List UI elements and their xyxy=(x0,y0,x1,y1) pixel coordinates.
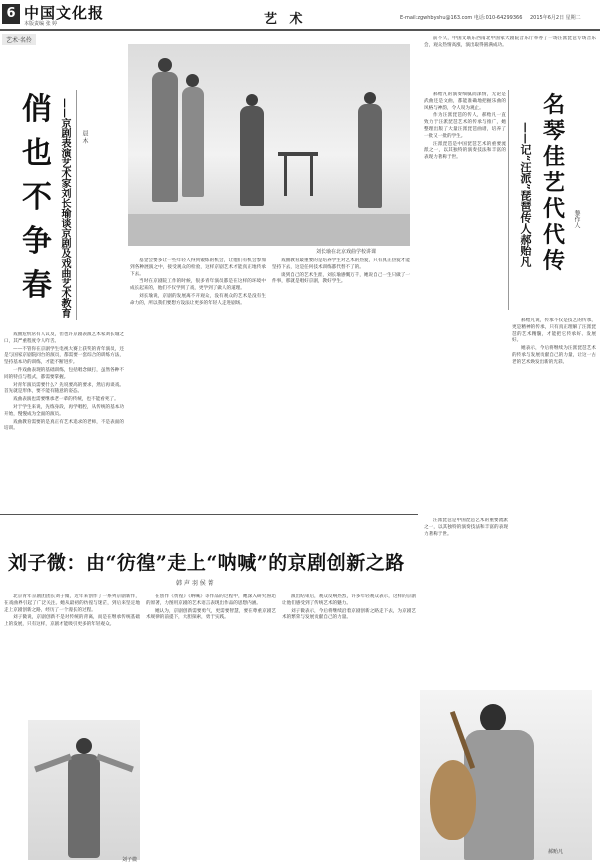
paragraph: 她表示，今后将继续为汪派琵琶艺术的传承与发展贡献自己的力量，让这一古老的艺术焕发出新的光彩。 xyxy=(512,346,596,365)
page-number: 6 xyxy=(2,4,20,24)
article-bottom-title: 刘子微：由“彷徨”走上“呐喊”的京剧创新之路 xyxy=(8,552,405,574)
column-tag: 艺术·名伶 xyxy=(2,34,36,45)
article-right-body-3 xyxy=(424,518,508,686)
paragraph: ——不管你在京剧学生电视大赛上获奖的青年演员，还是与国家京剧院同台的演员，都需要一套综合的训练方法，坚持基本功的训练，才能不断进步。 xyxy=(4,346,124,366)
article-left-byline: 晨 木 xyxy=(81,130,88,144)
article-bottom-photo xyxy=(28,720,140,860)
contact-info: E-mail:zgwhbyshu@163.com 电话:010-64299366 xyxy=(400,15,523,21)
paragraph: 当时在京剧院工作的时候，很多青年演员都是在这样的环境中成长起来的，他们不仅学到了戏，更学到了做人的道理。 xyxy=(130,279,266,292)
article-right-body-1 xyxy=(424,92,506,512)
paragraph: 刘子微说，京剧创新不是对传统的背离，而是在继承传统基础上的发展，只有这样，京剧才能吸引更多的年轻观众。 xyxy=(4,615,140,628)
paragraph: 作为汪派琵琶的传人，郝贻凡一直致力于汪派琵琶艺术的传承与推广，她整理出版了大量汪派琵琶曲谱，培养了一批又一批的学生。 xyxy=(424,113,506,139)
paper-logo: 中国文化报 xyxy=(24,4,105,22)
article-left-title: 俏也不争春 xyxy=(22,92,52,303)
article-right-byline: 黎作人 xyxy=(573,210,580,228)
section-title: 艺 术 xyxy=(264,12,307,27)
article-left-subtitle: ——京剧表演艺术家刘长瑜谈京剧及戏曲艺术教育 xyxy=(59,98,70,318)
paragraph: 汪派琵琶是中国琵琶艺术的重要流派之一，以其独特的演奏技法和丰富的表现力著称于世。 xyxy=(424,141,506,161)
article-mid-body-1 xyxy=(130,258,266,510)
paragraph: 演出结束后，观众反响热烈，许多年轻观众表示，这样的京剧让他们感受到了传统艺术的魅力。 xyxy=(282,594,416,606)
paragraph: 对青年演员需要什么？先说要高的要求，然后再谈戏。首先就是形体，要不能有随意的姿态。 xyxy=(4,382,124,395)
paragraph: 郝贻凡的演奏细腻而深情，无论是武曲还是文曲，都能准确地把握乐曲的风格与神韵，令人叹为观止。 xyxy=(424,92,506,111)
bottom-article-divider xyxy=(0,514,418,515)
paragraph: 戏曲危机常有人议及，但也许京剧表演艺术家刘长瑜之口，其严重程度令人咋舌。 xyxy=(4,332,124,344)
article-bottom-byline: 韩 声 羽 侯 菁 xyxy=(176,580,214,587)
article-right-subtitle: ——记“汪派”琵琶传人郝贻凡 xyxy=(519,122,532,267)
paragraph: 北京青年京剧团团长刘子微，近年来创作了一系列京剧新作，在戏曲界引起了广泛关注。她从最初的彷徨与迷茫，到后来坚定地走上京剧创新之路，经历了一个漫长的过程。 xyxy=(4,594,140,613)
editor-info: 本版责编 张 婷 xyxy=(24,21,58,27)
article-right-photo-caption: 郝贻凡 xyxy=(548,849,564,855)
article-right-intro xyxy=(424,36,596,88)
paragraph: 戏曲表演也需要继承老一辈的传统，也不能看死了。 xyxy=(13,397,119,403)
issue-date: 2015年6月2日 星期二 xyxy=(530,15,581,21)
paragraph: 戏曲教育需要的是真正有艺术追求的老师，不是表面的培训。 xyxy=(4,419,124,432)
article-mid-body-2 xyxy=(272,258,410,510)
article-left-divider xyxy=(76,90,77,320)
paragraph: 前不久，中国文联东西南北中国家大剧院音乐厅举办了一场汪派琵琶专场音乐会，观众热情高涨，演出取得圆满成功。 xyxy=(424,36,596,48)
page-header xyxy=(0,0,600,30)
article-left-body xyxy=(4,332,124,510)
paragraph: 刘子微表示，今后将继续沿着京剧创新之路走下去，为京剧艺术的繁荣与发展贡献自己的力量。 xyxy=(282,608,416,621)
paragraph: 对于学生来说，先练身段，再学唱腔，从传统的基本功开始，慢慢成为全面的演员。 xyxy=(4,404,124,417)
paragraph: 郝贻凡说，传承不仅是技艺的传承，更是精神的传承，只有真正理解了汪派琵琶的艺术精髓，才能把它传承好、发展好。 xyxy=(512,318,596,344)
header-divider xyxy=(0,29,600,31)
article-bottom-photo-caption: 刘子微 xyxy=(122,857,138,863)
article-left-photo xyxy=(128,44,410,246)
paragraph: 谈到自己的艺术生涯，刘长瑜感慨万千，她说自己一生只做了一件事，那就是唱好京剧，教好学生。 xyxy=(272,272,410,285)
article-right-photo xyxy=(420,690,592,860)
article-right-body-2 xyxy=(512,318,596,686)
article-bottom-body-1 xyxy=(4,594,140,716)
paragraph: 戏曲教育最重要的是培养学生对艺术的热爱，只有真正热爱才能坚持下去，这是任何技术训练都代替不了的。 xyxy=(272,258,410,270)
paragraph: 她认为，京剧创新需要勇气，更需要智慧，要在尊重京剧艺术规律的前提下，大胆探索，勇于实践。 xyxy=(146,608,276,621)
paragraph: 刘长瑜说，京剧的发展离不开观众，没有观众的艺术是没有生命力的，所以我们要想方设法让更多的年轻人走进剧场。 xyxy=(130,293,266,306)
article-bottom-body-3 xyxy=(282,594,416,860)
paragraph: 在创作《彷徨》《呐喊》等作品的过程中，她深入研究鲁迅的原著，力图用京剧的艺术语言表现出作品的思想内涵。 xyxy=(146,594,276,606)
paragraph: 汪派琵琶是中国琵琶艺术的重要流派之一，以其独特的演奏技法和丰富的表现力著称于世。 xyxy=(424,518,508,537)
article-bottom-body-2 xyxy=(146,594,276,860)
paragraph: 一件戏曲表现的基础训练，包括唱念做打，虽然各种不同的特点与程式，都需要掌握。 xyxy=(4,367,124,380)
article-right-title: 名琴佳艺代代传 xyxy=(542,92,565,274)
article-right-divider xyxy=(508,90,509,310)
paragraph: 基金会要多让一些年轻人得到锻炼的机会，让他们有机会参加到各种展演之中，接受观众的检验，这样京剧艺术才能真正地传承下去。 xyxy=(130,258,266,277)
article-left-photo-caption: 刘长瑜在北京戏曲学校讲课 xyxy=(316,249,377,255)
